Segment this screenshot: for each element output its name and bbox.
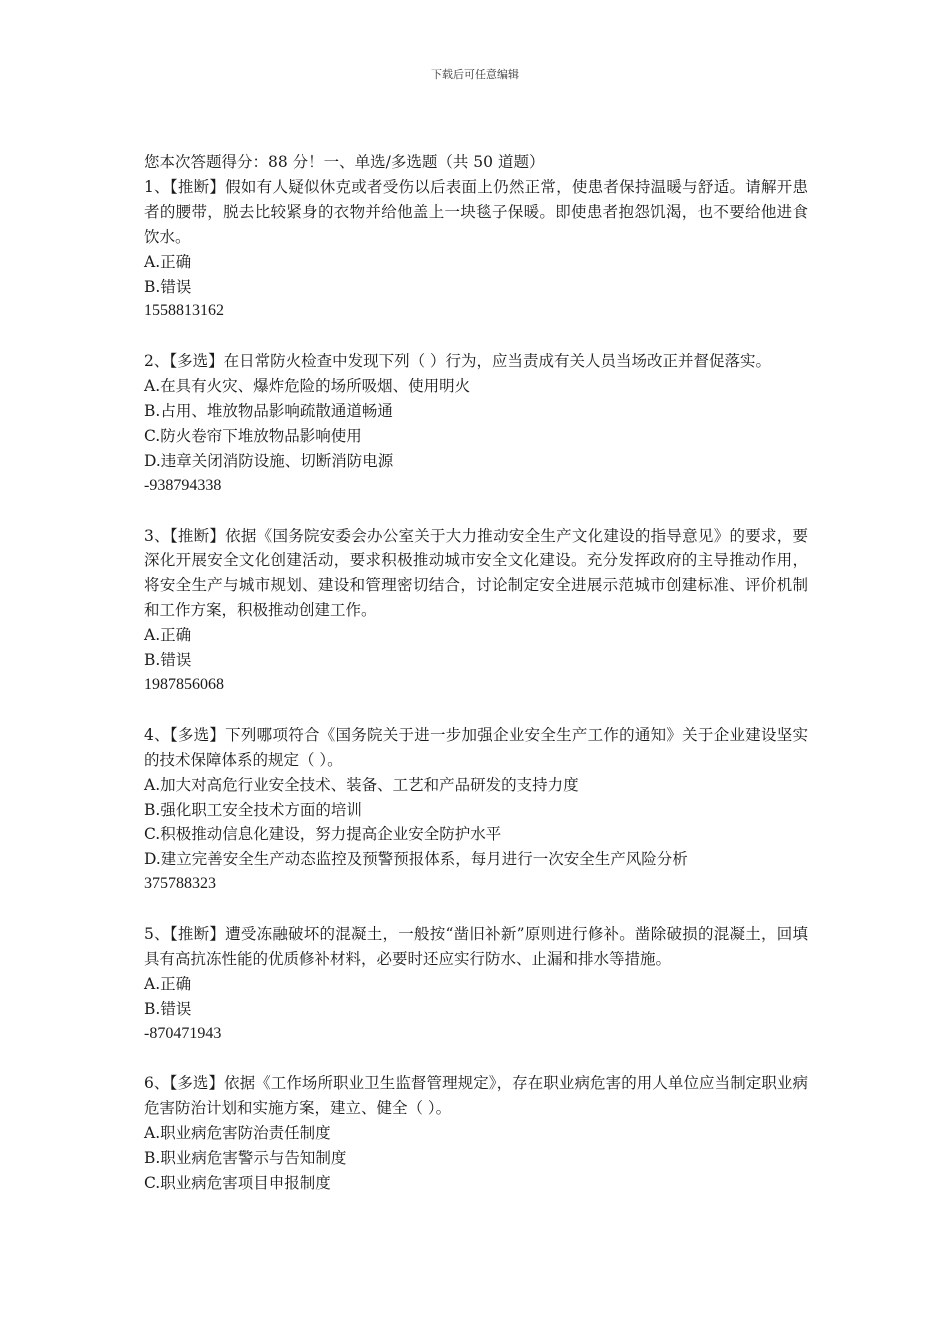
answer-option: A.正确 [144,974,192,993]
answer-option: B.强化职工安全技术方面的培训 [144,800,362,819]
question-item [144,175,808,324]
question-code: 375788323 [144,875,216,893]
question-text: 6、【多选】依据《工作场所职业卫生监督管理规定》，存在职业病危害的用人单位应当制定职业病危害防治计划和实施方案，建立、健全（ ）。 [144,1074,808,1118]
question-text: 1、【推断】假如有人疑似休克或者受伤以后表面上仍然正常，使患者保持温暖与舒适。请解开患者的腰带，脱去比较紧身的衣物并给他盖上一块毯子保暖。即使患者抱怨饥渴，也不要给他进食饮水。 [144,177,808,246]
page-header-note: 下载后可任意编辑 [431,68,519,81]
question-text: 5、【推断】遭受冻融破坏的混凝土，一般按“凿旧补新”原则进行修补。凿除破损的混凝土，回填具有高抗冻性能的优质修补材料，必要时还应实行防水、止漏和排水等措施。 [144,925,808,968]
answer-option: B.错误 [144,277,192,296]
answer-option: C.积极推动信息化建设，努力提高企业安全防护水平 [144,825,502,844]
answer-option: D.建立完善安全生产动态监控及预警预报体系，每月进行一次安全生产风险分析 [144,850,688,869]
question-list [144,175,808,1196]
question-item [144,922,808,1047]
answer-option: A.职业病危害防治责任制度 [144,1124,331,1143]
question-item [144,349,808,498]
document-body [144,150,808,1196]
question-item [144,524,808,698]
question-code: -870471943 [144,1024,222,1042]
question-code: 1987856068 [144,676,224,693]
question-item [144,723,808,897]
question-text: 2、【多选】在日常防火检查中发现下列（ ）行为，应当责成有关人员当场改正并督促落实。 [144,352,772,371]
question-code: -938794338 [144,476,222,494]
answer-option: B.错误 [144,999,192,1018]
answer-option: C.职业病危害项目申报制度 [144,1174,331,1193]
answer-option: C.防火卷帘下堆放物品影响使用 [144,426,362,445]
answer-option: A.加大对高危行业安全技术、装备、工艺和产品研发的支持力度 [144,775,579,794]
answer-option: A.在具有火灾、爆炸危险的场所吸烟、使用明火 [144,377,471,396]
question-code: 1558813162 [144,302,224,320]
answer-option: B.占用、堆放物品影响疏散通道畅通 [144,402,393,421]
question-text: 3、【推断】依据《国务院安委会办公室关于大力推动安全生产文化建设的指导意见》的要求，要深化开展安全文化创建活动，要求积极推动城市安全文化建设。充分发挥政府的主导推动作用，将安全生产与城市规划、建设和管理密切结合，讨论制定安全进展示范城市创建标准、评价机制和工作方案，积极推动创建工作。 [144,526,808,620]
answer-option: A.正确 [144,626,192,645]
question-item [144,1071,808,1196]
answer-option: B.错误 [144,651,192,670]
answer-option: B.职业病危害警示与告知制度 [144,1149,347,1168]
score-summary: 您本次答题得分：88 分！一、单选/多选题（共 50 道题） [144,153,545,171]
answer-option: D.违章关闭消防设施、切断消防电源 [144,451,394,470]
answer-option: A.正确 [144,252,192,271]
question-text: 4、【多选】下列哪项符合《国务院关于进一步加强企业安全生产工作的通知》关于企业建设坚实的技术保障体系的规定（ ）。 [144,725,808,769]
